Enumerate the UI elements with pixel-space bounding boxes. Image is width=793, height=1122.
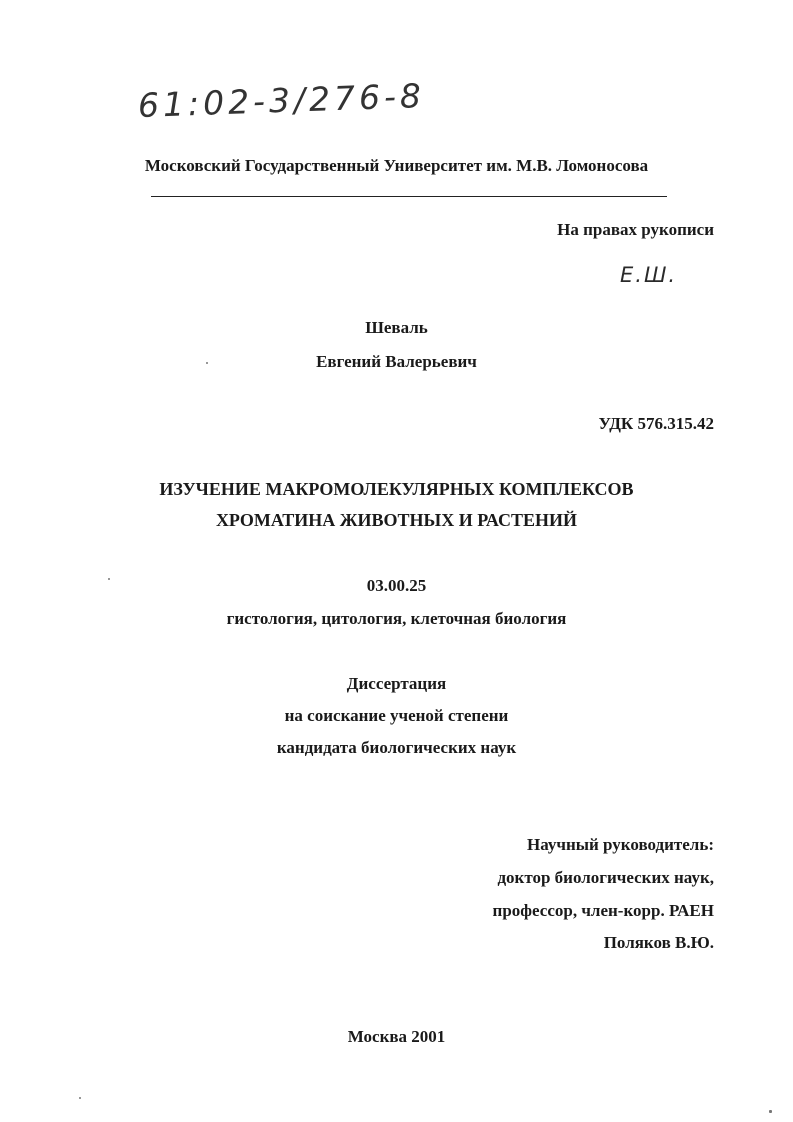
supervisor-heading: Научный руководитель: (527, 835, 714, 854)
scan-speck (206, 362, 208, 364)
supervisor-degree: доктор биологических наук, (497, 868, 714, 887)
university-name: Московский Государственный Университет им. М.В. Ломоносова (144, 156, 649, 175)
supervisor-rank: профессор, член-корр. РАЕН (492, 901, 714, 920)
dissertation-degree-name: кандидата биологических наук (276, 738, 517, 757)
header-divider (151, 196, 667, 197)
handwritten-archive-number: 61:02-3/276-8 (137, 75, 426, 125)
handwritten-initials: Е.Ш. (620, 263, 678, 287)
udk-code: УДК 576.315.42 (598, 414, 714, 433)
dissertation-degree-line: на соискание ученой степени (284, 706, 509, 725)
dissertation-label: Диссертация (346, 674, 447, 693)
place-and-year: Москва 2001 (347, 1027, 446, 1046)
author-given-names: Евгений Валерьевич (316, 352, 477, 371)
title-line-2: ХРОМАТИНА ЖИВОТНЫХ И РАСТЕНИЙ (215, 510, 578, 530)
specialty-name: гистология, цитология, клеточная биология (226, 609, 567, 628)
scan-speck (108, 578, 110, 580)
title-line-1: ИЗУЧЕНИЕ МАКРОМОЛЕКУЛЯРНЫХ КОМПЛЕКСОВ (159, 479, 634, 499)
manuscript-note: На правах рукописи (557, 220, 714, 239)
author-surname: Шеваль (365, 318, 428, 337)
scan-speck (79, 1097, 81, 1099)
supervisor-name: Поляков В.Ю. (603, 933, 714, 952)
specialty-code: 03.00.25 (366, 576, 427, 595)
scan-speck (769, 1110, 772, 1113)
